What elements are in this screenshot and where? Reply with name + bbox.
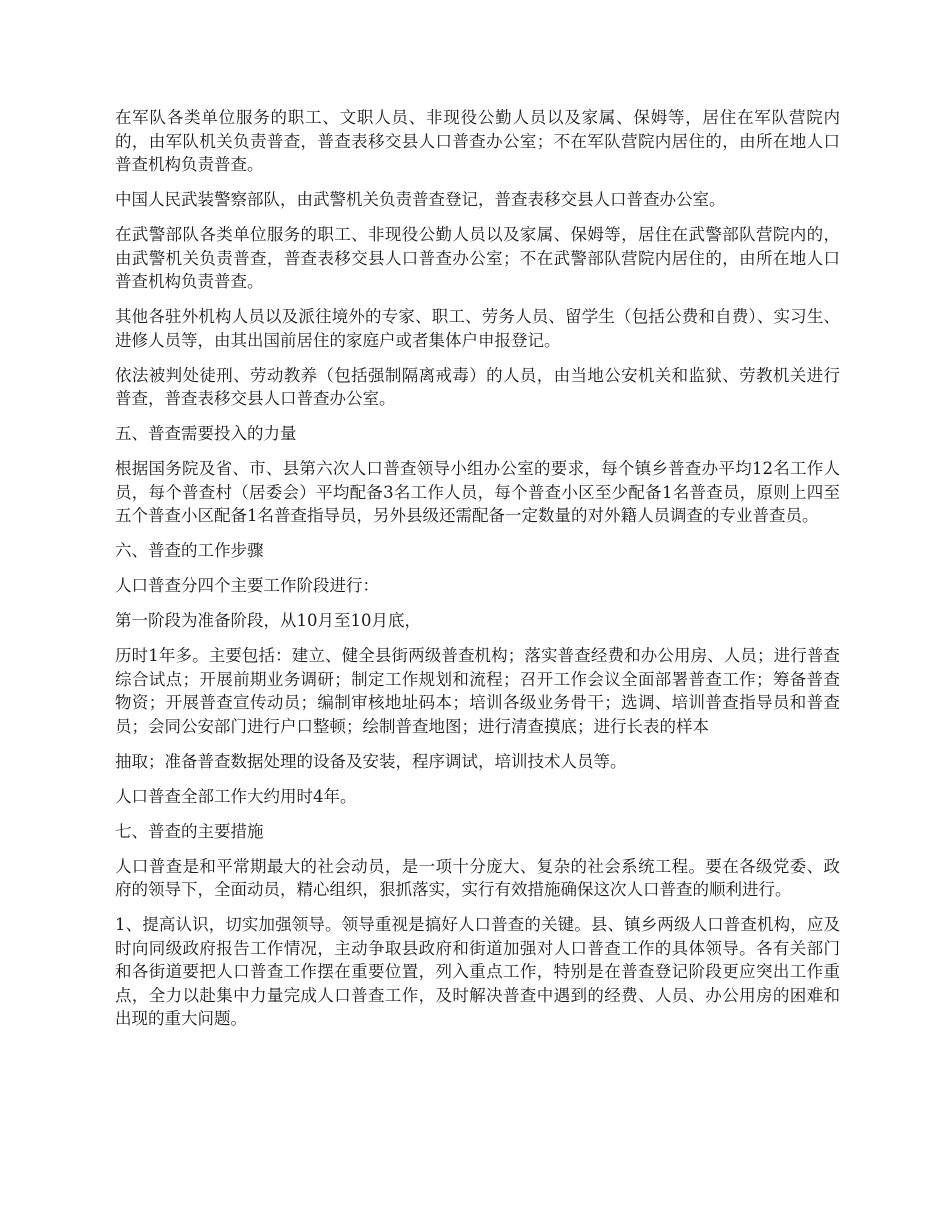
paragraph-armed-police-staff: 在武警部队各类单位服务的职工、非现役公勤人员以及家属、保姆等，居住在武警部队营院内的，由武警机关负责普查，普查表移交县人口普查办公室；不在武警部队营院内居住的，由所在地人口普查机构负责普查。 xyxy=(115,225,840,291)
paragraph-stage-one-details: 历时1年多。主要包括：建立、健全县街两级普查机构；落实普查经费和办公用房、人员；进行普查综合试点；开展前期业务调研；制定工作规划和流程；召开工作会议全面部署普查工作；筹备普查物资；开展普查宣传动员；编制审核地址码本；培训各级业务骨干；选调、培训普查指导员和普查员；会同公安部门进行户口整顿；绘制普查地图；进行清查摸底；进行长表的样本 xyxy=(115,646,840,736)
document-page xyxy=(115,106,840,1042)
paragraph-prisoners: 依法被判处徒刑、劳动教养（包括强制隔离戒毒）的人员，由当地公安机关和监狱、劳教机关进行普查，普查表移交县人口普查办公室。 xyxy=(115,365,840,408)
section-heading-7: 七、普查的主要措施 xyxy=(115,821,264,841)
section-heading-5: 五、普查需要投入的力量 xyxy=(115,424,297,443)
paragraph-measure-1: 1、提高认识，切实加强领导。领导重视是搞好人口普查的关键。县、镇乡两级人口普查机构，应及时向同级政府报告工作情况，主动争取县政府和街道加强对人口普查工作的具体领导。各有关部门和各街道要把人口普查工作摆在重要位置，列入重点工作，特别是在普查登记阶段更应突出工作重点，全力以赴集中力量完成人口普查工作，及时解决普查中遇到的经费、人员、办公用房的困难和出现的重大问题。 xyxy=(115,915,840,1028)
paragraph-staffing: 根据国务院及省、市、县第六次人口普查领导小组办公室的要求，每个镇乡普查办平均12名工作人员，每个普查村（居委会）平均配备3名工作人员，每个普查小区至少配备1名普查员，原则上四至五个普查小区配备1名普查指导员，另外县级还需配备一定数量的对外籍人员调查的专业普查员。 xyxy=(115,459,840,525)
paragraph-overseas-personnel: 其他各驻外机构人员以及派往境外的专家、职工、劳务人员、留学生（包括公费和自费）、实习生、进修人员等，由其出国前居住的家庭户或者集体户申报登记。 xyxy=(115,307,840,350)
paragraph-armed-police: 中国人民武装警察部队，由武警机关负责普查登记，普查表移交县人口普查办公室。 xyxy=(115,190,726,209)
paragraph-stages-intro: 人口普查分四个主要工作阶段进行： xyxy=(115,576,379,595)
paragraph-stage-one: 第一阶段为准备阶段，从10月至10月底， xyxy=(115,611,421,630)
section-heading-6: 六、普查的工作步骤 xyxy=(115,541,264,560)
paragraph-military-staff: 在军队各类单位服务的职工、文职人员、非现役公勤人员以及家属、保姆等，居住在军队营院内的，由军队机关负责普查，普查表移交县人口普查办公室；不在军队营院内居住的，由所在地人口普查机构负责普查。 xyxy=(115,108,840,174)
paragraph-measures-intro: 人口普查是和平常期最大的社会动员，是一项十分庞大、复杂的社会系统工程。要在各级党委、政府的领导下，全面动员，精心组织，狠抓落实，实行有效措施确保这次人口普查的顺利进行。 xyxy=(115,856,840,899)
paragraph-duration: 人口普查全部工作大约用时4年。 xyxy=(115,786,357,806)
paragraph-stage-one-details-cont: 抽取；准备普查数据处理的设备及安装，程序调试，培训技术人员等。 xyxy=(115,751,627,771)
